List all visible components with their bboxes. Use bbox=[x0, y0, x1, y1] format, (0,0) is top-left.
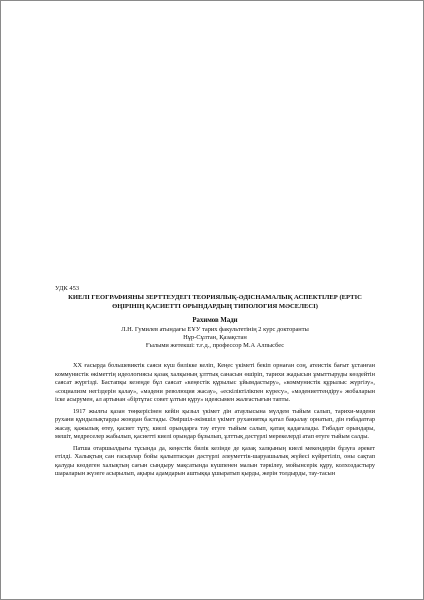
udk-code: УДК 453 bbox=[55, 285, 80, 292]
article-body bbox=[55, 362, 375, 479]
body-paragraph: ХХ ғасырда большевиктік саяси күш билікке келіп, Кеңес үкіметі бекіп орнаған соң, атеистік бағыт ұстанған коммунистік өкіметтің идеологиясы қазақ халқының ұлттық санасын өшіріп, тарихи жадысын ұмыттыруды көздейтін саясат жүргізді. Бастапқы кезеңде бұл саясат «кеңестік құрылыс ұйымдастыру», «коммунистік құрылыс жүргізу», «социализм негіздерін қалау», «мәдени революция жасау», «ескіліктілікпен күресу», «мәдениеттендіру» жобаларын іске асырумен, ал артынан «біртұтас совет ұлтын құру» идеясымен жалғастығын тапты. bbox=[55, 362, 375, 404]
body-paragraph: Патша отаршылдығы тұсында да, кеңестік билік кезінде де қазақ халқының киелі мекендерін бұзуға әрекет етілді. Халықтың сан ғасырлар бойы қалыптасқан дәстүрлі әлеуметтік-шаруашылық жүйесі күйретіліп, оны сақтап қалуды көздеген халықтың сағын сындыру мақсатында күшпенен малын тәркілеу, мойынсерік құру, колхоздастыру шараларын жүзеге асырылып, ақыры адамдарын аштыққа ұшыратып қырды, жерін толдырды, тау-тасын bbox=[55, 444, 375, 478]
scientific-supervisor: Ғылыми жетекші: т.ғ.д., профессор М.А Алпысбес bbox=[145, 342, 285, 350]
author-location: Нұр-Сұлтан, Қазақстан bbox=[183, 333, 247, 341]
body-paragraph: 1917 жылғы қазан төңкерісінен кейін қызыл үкімет дін атаулысына мүлдем тыйым салып, тарихи-мәдени рухани құндылықтарды жоюдан бастады. Әміршіл-әкімшіл үкімет рухaниятқа қатал бақылау орнатып, дін ғибадатғар жасау, қажылық өтеу, қасиет тұту, киелі орындарға тәу етуге тыйым салып, қатаң қадағалады. Ғибадат орындары, мешіт, медреселер жабылып, қасиетті киелі орындар бұзылып, ұлттық дәстүрлі мерекелерді атап өтуге тыйым салды. bbox=[55, 407, 375, 441]
author-name: Рахимов Мади bbox=[192, 317, 238, 325]
author-affiliation: Л.Н. Гумилев атындағы ЕҰУ тарих факультетінің 2 курс докторанты bbox=[121, 325, 309, 333]
article-title: КИЕЛІ ГЕОГРАФИЯНЫ ЗЕРТТЕУДЕГІ ТЕОРИЯЛЫҚ-ӘДІСНАМАЛЫҚ АСПЕКТІЛЕР (ЕРТІС ӨҢІРІНІҢ ҚАСИЕТТІ ОРЫНДАРДЫҢ ТИПОЛОГИЯ МӘСЕЛЕСІ) bbox=[68, 294, 362, 310]
article bbox=[55, 285, 375, 482]
